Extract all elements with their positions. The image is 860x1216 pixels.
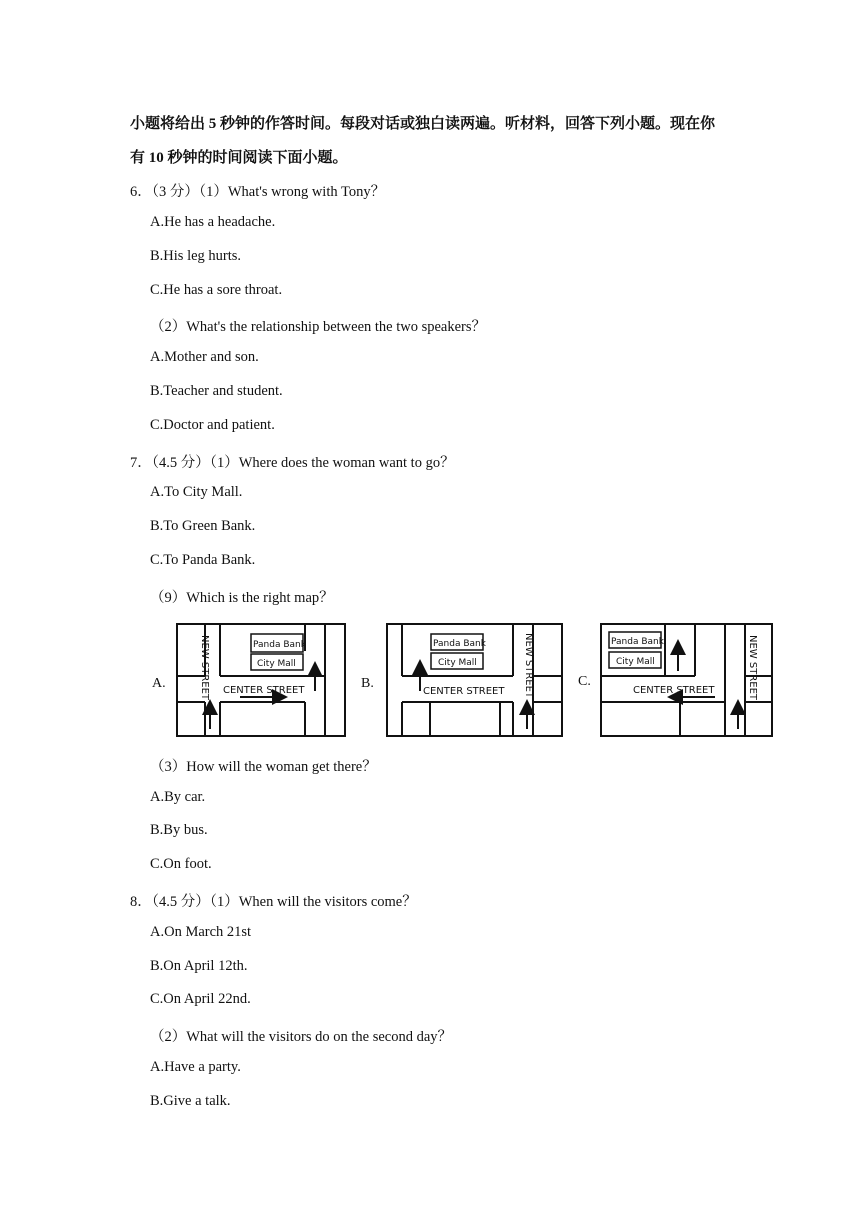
map-a-city-mall: City Mall [257,659,296,669]
question-7-option-b: B.To Green Bank. [150,518,256,534]
map-c-city-mall: City Mall [616,657,655,667]
question-8-option-a: A.On March 21st [150,924,252,940]
map-options-svg [150,621,776,737]
map-c-new-street: NEW STREET [747,635,758,701]
question-7-option-a: A.To City Mall. [150,484,243,500]
question-8-stem: 8．（4.5 分）（1）When will the visitors come？ [130,894,417,910]
map-b-city-mall: City Mall [438,658,477,668]
map-label-b: B. [361,676,374,691]
map-a-panda-bank: Panda Bank [253,640,306,650]
question-7-stem: 7．（4.5 分）（1）Where does the woman want to go？ [130,455,455,471]
map-b-center-street: CENTER STREET [423,686,505,697]
intro-line-1: 小题将给出 5 秒钟的作答时间。每段对话或独白读两遍。听材料，回答下列小题。现在你 [130,116,716,132]
map-a-new-street: NEW STREET [199,635,210,701]
intro-line-2: 有 10 秒钟的时间阅读下面小题。 [130,150,348,166]
question-8-sub-2: （2）What will the visitors do on the second day？ [150,1029,453,1045]
question-6-option-a: A.He has a headache. [150,214,276,230]
question-7-sub-9: （9）Which is the right map？ [150,590,334,606]
question-6-sub2-option-b: B.Teacher and student. [150,383,283,399]
question-7-sub-3: （3）How will the woman get there？ [150,759,377,775]
map-b-new-street: NEW STREET [523,633,534,699]
question-7-sub3-option-c: C.On foot. [150,856,212,872]
map-label-a: A. [152,676,166,691]
map-c-panda-bank: Panda Bank [611,637,664,647]
question-6-option-c: C.He has a sore throat. [150,282,283,298]
map-label-c: C. [578,674,591,689]
question-6-stem: 6．（3 分）（1）What's wrong with Tony？ [130,184,386,200]
question-6-sub-2: （2）What's the relationship between the two speakers？ [150,319,487,335]
map-a-center-street: CENTER STREET [223,685,305,696]
question-7-sub3-option-a: A.By car. [150,789,206,805]
question-8-sub2-option-b: B.Give a talk. [150,1093,231,1109]
map-b-panda-bank: Panda Bank [433,639,486,649]
question-6-sub2-option-a: A.Mother and son. [150,349,259,365]
question-6-sub2-option-c: C.Doctor and patient. [150,417,275,433]
question-6-option-b: B.His leg hurts. [150,248,242,264]
question-7-sub3-option-b: B.By bus. [150,822,208,838]
map-c-center-street: CENTER STREET [633,685,715,696]
question-8-option-b: B.On April 12th. [150,958,248,974]
question-8-sub2-option-a: A.Have a party. [150,1059,241,1075]
map-options-figure [150,621,776,737]
question-7-option-c: C.To Panda Bank. [150,552,256,568]
question-8-option-c: C.On April 22nd. [150,991,251,1007]
